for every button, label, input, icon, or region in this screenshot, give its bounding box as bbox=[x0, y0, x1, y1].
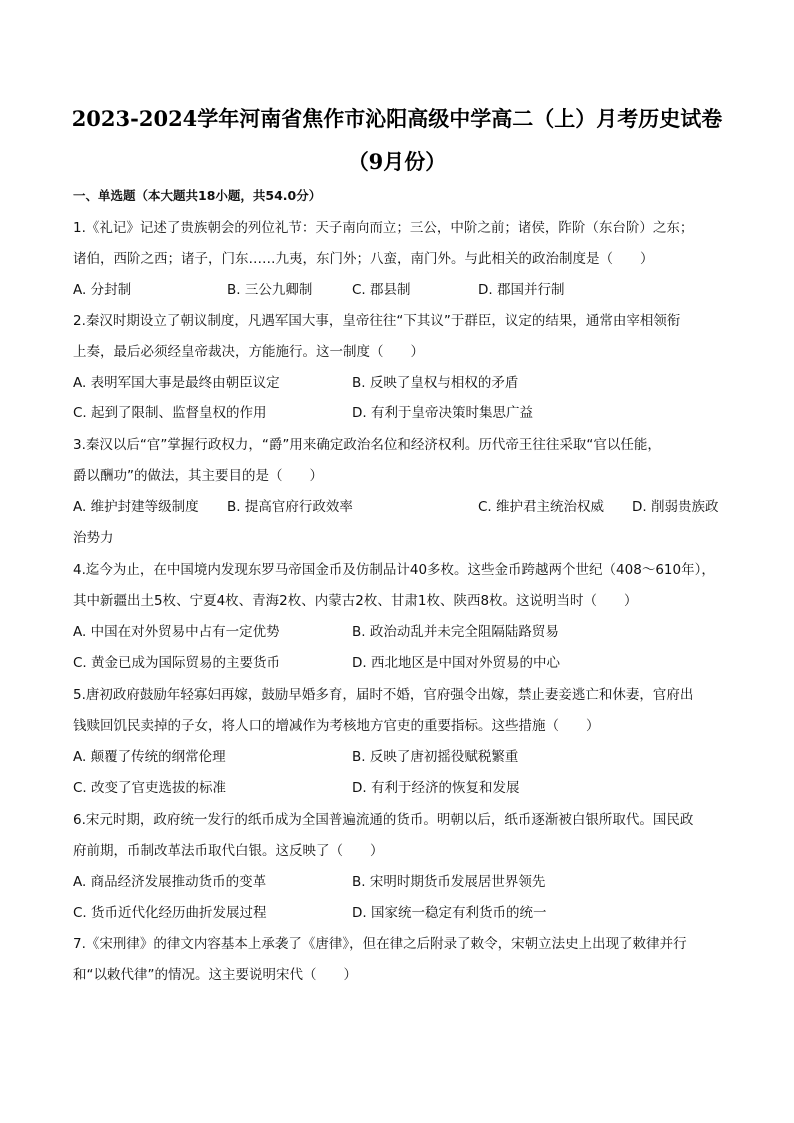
exam-title: 2023-2024学年河南省焦作市沁阳高级中学高二（上）月考历史试卷 bbox=[71, 106, 723, 131]
question-1-option-a: A. 分封制 bbox=[73, 282, 132, 298]
question-3-option-b: B. 提高官府行政效率 bbox=[227, 499, 353, 515]
question-3-line-1: 3.秦汉以后“官”掌握行政权力，“爵”用来确定政治名位和经济权利。历代帝王往往采取“官以任能， bbox=[73, 437, 661, 453]
section-heading: 一、单选题（本大题共18小题，共54.0分） bbox=[73, 188, 322, 203]
question-1-line-1: 1.《礼记》记述了贵族朝会的列位礼节：天子南向而立；三公，中阶之前；诸侯，阼阶（东台阶）之东； bbox=[73, 220, 694, 236]
question-5-option-a: A. 颠覆了传统的纲常伦理 bbox=[73, 749, 226, 765]
question-6-line-2: 府前期，币制改革法币取代白银。这反映了（ ） bbox=[73, 843, 384, 859]
question-5-option-b: B. 反映了唐初摇役赋税繁重 bbox=[352, 749, 519, 765]
question-1-option-c: C. 郡县制 bbox=[352, 282, 411, 298]
question-7-line-1: 7.《宋刑律》的律文内容基本上承袭了《唐律》，但在律之后附录了敕令，宋朝立法史上出现了敕律并行 bbox=[73, 936, 687, 952]
question-2-option-d: D. 有利于皇帝决策时集思广益 bbox=[352, 405, 533, 421]
question-6-line-1: 6.宋元时期，政府统一发行的纸币成为全国普遍流通的货币。明朝以后，纸币逐渐被白银所取代。国民政 bbox=[73, 812, 694, 828]
exam-subtitle: （9月份） bbox=[347, 149, 447, 174]
question-3-line-2: 爵以酬功”的做法，其主要目的是（ ） bbox=[73, 468, 323, 484]
question-5-line-1: 5.唐初政府鼓励年轻寡妇再嫁，鼓励早婚多育，届时不婚，官府强令出嫁，禁止妻妾逃亡和休妻，官府出 bbox=[73, 687, 694, 703]
question-4-option-c: C. 黄金已成为国际贸易的主要货币 bbox=[73, 655, 281, 671]
question-7-line-2: 和“以敕代律”的情况。这主要说明宋代（ ） bbox=[73, 967, 357, 983]
question-6-option-c: C. 货币近代化经历曲折发展过程 bbox=[73, 905, 267, 921]
question-2-option-b: B. 反映了皇权与相权的矛盾 bbox=[352, 375, 519, 391]
question-4-line-2: 其中新疆出土5枚、宁夏4枚、青海2枚、内蒙古2枚、甘肃1枚、陕西8枚。这说明当时（ ） bbox=[73, 593, 638, 609]
question-3-option-c: C. 维护君主统治权威 bbox=[478, 499, 605, 515]
question-4-line-1: 4.迄今为止，在中国境内发现东罗马帝国金币及仿制品计40多枚。这些金币跨越两个世纪（408～610年）， bbox=[73, 562, 715, 578]
question-2-line-1: 2.秦汉时期设立了朝议制度，凡遇军国大事，皇帝往往“下其议”于群臣，议定的结果，通常由宰相领衔 bbox=[73, 313, 681, 329]
question-5-option-d: D. 有利于经济的恢复和发展 bbox=[352, 780, 520, 796]
question-6-option-d: D. 国家统一稳定有利货币的统一 bbox=[352, 905, 547, 921]
question-3-option-a: A. 维护封建等级制度 bbox=[73, 499, 199, 515]
question-1-option-d: D. 郡国并行制 bbox=[478, 282, 565, 298]
question-4-option-b: B. 政治动乱并未完全阻隔陆路贸易 bbox=[352, 624, 559, 640]
question-1-option-b: B. 三公九卿制 bbox=[227, 282, 313, 298]
question-2-option-a: A. 表明军国大事是最终由朝臣议定 bbox=[73, 375, 280, 391]
question-3-option-d-continued: 治势力 bbox=[73, 530, 114, 546]
question-4-option-a: A. 中国在对外贸易中占有一定优势 bbox=[73, 624, 280, 640]
question-3-option-d: D. 削弱贵族政 bbox=[632, 499, 719, 515]
question-6-option-b: B. 宋明时期货币发展居世界领先 bbox=[352, 874, 546, 890]
question-6-option-a: A. 商品经济发展推动货币的变革 bbox=[73, 874, 267, 890]
question-2-option-c: C. 起到了限制、监督皇权的作用 bbox=[73, 405, 267, 421]
question-5-line-2: 钱赎回饥民卖掉的子女，将人口的增减作为考核地方官吏的重要指标。这些措施（ ） bbox=[73, 718, 600, 734]
question-2-line-2: 上奏，最后必须经皇帝裁决，方能施行。这一制度（ ） bbox=[73, 344, 424, 360]
question-4-option-d: D. 西北地区是中国对外贸易的中心 bbox=[352, 655, 560, 671]
question-5-option-c: C. 改变了官吏选拔的标准 bbox=[73, 780, 227, 796]
question-1-line-2: 诸伯，西阶之西；诸子，门东……九夷，东门外；八蛮，南门外。与此相关的政治制度是（ ） bbox=[73, 251, 654, 267]
